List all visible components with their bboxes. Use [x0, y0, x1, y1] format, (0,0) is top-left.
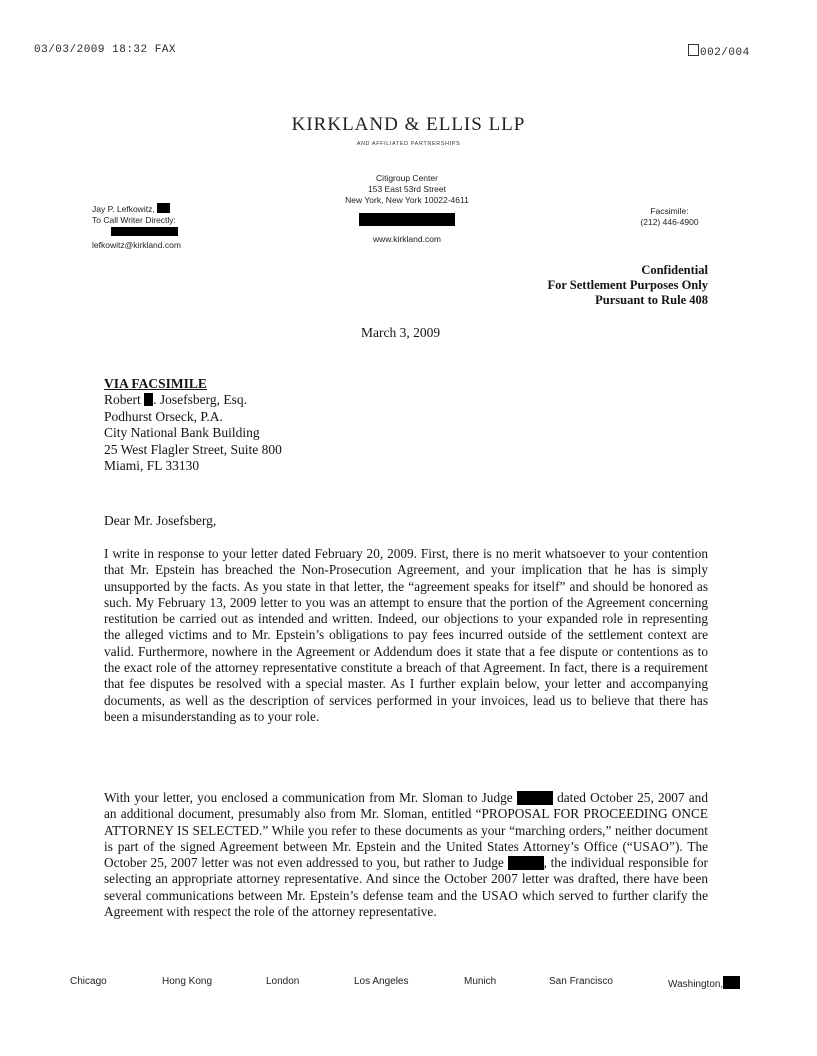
facsimile-label: Facsimile: — [650, 206, 689, 216]
fax-timestamp: 03/03/2009 18:32 FAX — [34, 44, 177, 56]
recipient-firm: Podhurst Orseck, P.A. — [104, 408, 223, 424]
footer-office-munich: Munich — [464, 976, 497, 987]
redaction-bar — [144, 393, 153, 406]
confidential-line-2: For Settlement Purposes Only — [547, 278, 708, 292]
fax-page-number: 002/004 — [700, 47, 750, 59]
fax-page-counter — [688, 44, 750, 59]
salutation: Dear Mr. Josefsberg, — [104, 513, 217, 528]
footer-office-london: London — [266, 976, 300, 987]
recipient-name: Robert . Josefsberg, Esq. — [104, 392, 247, 408]
redaction-bar — [723, 976, 740, 989]
address-line-1: Citigroup Center — [376, 173, 438, 183]
footer-office-chicago: Chicago — [70, 976, 107, 987]
facsimile-number: (212) 446-4900 — [640, 217, 699, 227]
firm-name: KIRKLAND & ELLIS LLP — [291, 114, 526, 135]
confidential-notice — [420, 263, 708, 308]
address-line-3: New York, New York 10022-4611 — [345, 195, 469, 205]
firm-address — [327, 173, 487, 245]
firm-website: www.kirkland.com — [372, 234, 442, 244]
sender-block — [92, 203, 181, 251]
footer-office-san-francisco: San Francisco — [549, 976, 613, 987]
footer-office-hong-kong: Hong Kong — [162, 976, 213, 987]
recipient-city: Miami, FL 33130 — [104, 458, 200, 474]
sender-name: Jay P. Lefkowitz, — [92, 203, 181, 215]
facsimile-block — [627, 206, 712, 228]
address-phone-redaction — [327, 213, 487, 228]
fax-page-icon — [688, 44, 699, 56]
sender-phone-redaction — [92, 227, 181, 238]
sender-direct-label: To Call Writer Directly: — [92, 215, 176, 225]
confidential-line-3: Pursuant to Rule 408 — [595, 293, 708, 307]
sender-email: lefkowitz@kirkland.com — [92, 240, 181, 250]
confidential-line-1: Confidential — [641, 263, 708, 277]
letterhead — [0, 114, 817, 147]
footer-office-washington: Washington, — [668, 976, 740, 990]
footer-office-los-angeles: Los Angeles — [354, 976, 409, 987]
firm-subtitle: AND AFFILIATED PARTNERSHIPS — [356, 141, 461, 147]
redaction-bar — [517, 791, 553, 805]
redaction-bar — [157, 203, 170, 213]
letter-date: March 3, 2009 — [361, 325, 441, 340]
recipient-building: City National Bank Building — [104, 425, 260, 441]
recipient-block — [104, 376, 282, 474]
body-paragraph-2: With your letter, you enclosed a communication from Mr. Sloman to Judge dated October 25, 2007 and an additional document, presumably also from Mr. Sloman, entitled “PROPOSAL FOR PROCEEDING ONCE ATTORNEY IS SELECTED.” While you refer to these documents as your “marching orders,” neither document is part of the signed Agreement between Mr. Epstein and the United States Attorney’s Office (“USAO”). The October 25, 2007 letter was not even addressed to you, but rather to Judge , the individual responsible for selecting an appropriate attorney representative. And since the October 2007 letter was drafted, there have been several communications between Mr. Epstein’s defense team and the USAO which served to further clarify the Agreement with respect the role of the attorney representative. — [104, 790, 708, 920]
delivery-method: VIA FACSIMILE — [104, 376, 207, 391]
recipient-street: 25 West Flagler Street, Suite 800 — [104, 441, 282, 457]
address-line-2: 153 East 53rd Street — [368, 184, 446, 194]
body-paragraph-1: I write in response to your letter dated February 20, 2009. First, there is no merit whatsoever to your contention that Mr. Epstein has breached the Non-Prosecution Agreement, and your implication that he has is simply unsupported by the facts. As you state in that letter, the “agreement speaks for itself” and should be honored as such. My February 13, 2009 letter to you was an attempt to ensure that the portion of the Agreement concerning restitution be carried out as intended and written. Indeed, our objections to your expanded role in representing the alleged victims and to Mr. Epstein’s obligations to pay fees incurred outside of the settlement context are valid. Furthermore, nowhere in the Agreement or Addendum does it state that a fee dispute or contentions as to the exact role of the attorney representative constitute a breach of that Agreement. In fact, there is a requirement that fee disputes be resolved with a special master. As I further explain below, your letter and accompanying documents, as well as the description of services performed in your invoices, lead us to believe that there has been a misunderstanding as to your role. — [104, 546, 708, 724]
redaction-bar — [508, 856, 544, 870]
